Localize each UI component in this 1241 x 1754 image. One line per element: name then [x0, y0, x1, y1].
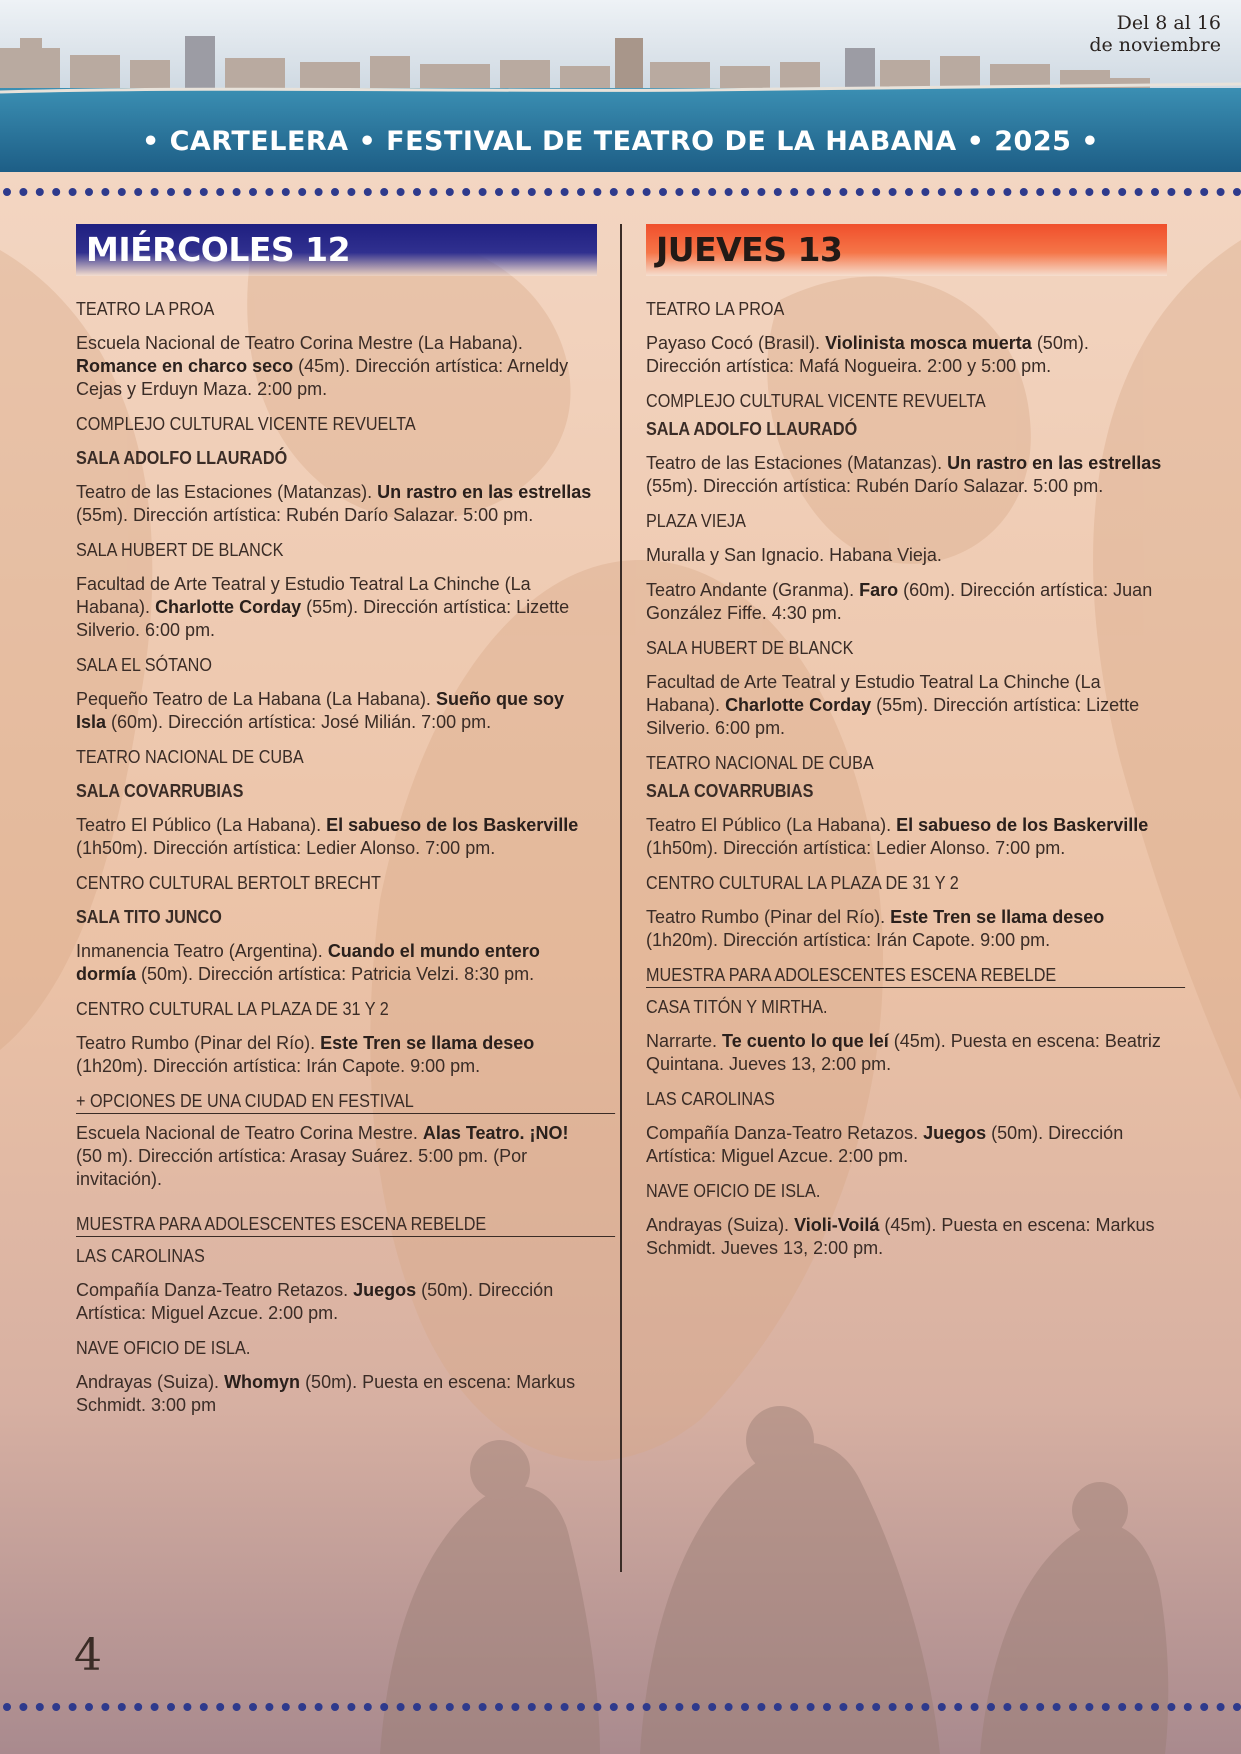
dates-line-1: Del 8 al 16 — [1116, 12, 1221, 34]
event-entry: Compañía Danza-Teatro Retazos. Juegos (50m). Dirección Artística: Miguel Azcue. 2:00 pm. — [76, 1280, 554, 1323]
room-heading: SALA ADOLFO LLAURADÓ — [646, 419, 858, 439]
event-entry: Narrarte. Te cuento lo que leí (45m). Puesta en escena: Beatriz Quintana. Jueves 13, 2:00 pm. — [646, 1031, 1161, 1074]
event-entry: Andrayas (Suiza). Whomyn (50m). Puesta en escena: Markus Schmidt. 3:00 pm — [76, 1372, 576, 1415]
venue-heading: NAVE OFICIO DE ISLA. — [646, 1181, 821, 1201]
event-entry: Escuela Nacional de Teatro Corina Mestre (La Habana). Romance en charco seco (45m). Dirección artística: Arneldy Cejas y Erduyn Maza. 2:00 pm. — [76, 333, 569, 399]
venue-heading: LAS CAROLINAS — [646, 1089, 775, 1109]
festival-dates — [1089, 12, 1221, 56]
event-entry: Teatro Rumbo (Pinar del Río). Este Tren se llama deseo (1h20m). Dirección artística: Irán Capote. 9:00 pm. — [76, 1033, 535, 1076]
event-entry: Compañía Danza-Teatro Retazos. Juegos (50m). Dirección Artística: Miguel Azcue. 2:00 pm. — [646, 1123, 1124, 1166]
column-divider — [620, 224, 622, 1572]
event-entry: Teatro Rumbo (Pinar del Río). Este Tren se llama deseo (1h20m). Dirección artística: Irán Capote. 9:00 pm. — [646, 907, 1105, 950]
event-entry: Payaso Cocó (Brasil). Violinista mosca muerta (50m). Dirección artística: Mafá Nogueira. 2:00 y 5:00 pm. — [646, 333, 1089, 376]
event-entry: Teatro El Público (La Habana). El sabueso de los Baskerville (1h50m). Dirección artística: Ledier Alonso. 7:00 pm. — [76, 815, 579, 858]
venue-heading: COMPLEJO CULTURAL VICENTE REVUELTA — [76, 414, 416, 434]
venue-heading: CENTRO CULTURAL LA PLAZA DE 31 Y 2 — [76, 999, 389, 1019]
venue-heading: NAVE OFICIO DE ISLA. — [76, 1338, 251, 1358]
room-heading: SALA COVARRUBIAS — [646, 781, 814, 801]
venue-heading: TEATRO NACIONAL DE CUBA — [646, 753, 874, 773]
dotted-border-top — [0, 185, 1241, 199]
event-entry: Teatro de las Estaciones (Matanzas). Un rastro en las estrellas (55m). Dirección artística: Rubén Darío Salazar. 5:00 pm. — [76, 482, 592, 525]
section-heading-escena-rebelde: MUESTRA PARA ADOLESCENTES ESCENA REBELDE — [76, 1213, 615, 1237]
event-entry: Facultad de Arte Teatral y Estudio Teatral La Chinche (La Habana). Charlotte Corday (55m). Dirección artística: Lizette Silverio. 6:00 pm. — [646, 672, 1140, 738]
event-entry: Teatro Andante (Granma). Faro (60m). Dirección artística: Juan González Fiffe. 4:30 pm. — [646, 580, 1153, 623]
room-heading: SALA COVARRUBIAS — [76, 781, 244, 801]
column-wednesday — [76, 224, 597, 1429]
dotted-border-bottom — [0, 1700, 1241, 1714]
venue-heading: TEATRO LA PROA — [76, 299, 215, 319]
day-header-thursday: JUEVES 13 — [646, 224, 1167, 276]
venue-heading: CENTRO CULTURAL LA PLAZA DE 31 Y 2 — [646, 873, 959, 893]
day-header-wednesday: MIÉRCOLES 12 — [76, 224, 597, 276]
venue-heading: PLAZA VIEJA — [646, 511, 746, 531]
venue-heading: SALA HUBERT DE BLANCK — [646, 638, 854, 658]
dates-line-2: de noviembre — [1089, 34, 1221, 56]
venue-heading: SALA HUBERT DE BLANCK — [76, 540, 284, 560]
venue-heading: CENTRO CULTURAL BERTOLT BRECHT — [76, 873, 381, 893]
page-title: • CARTELERA • FESTIVAL DE TEATRO DE LA HABANA • 2025 • — [141, 126, 1100, 157]
venue-heading: CASA TITÓN Y MIRTHA. — [646, 997, 828, 1017]
venue-heading: TEATRO LA PROA — [646, 299, 785, 319]
venue-heading: SALA EL SÓTANO — [76, 655, 212, 675]
section-heading-options: + OPCIONES DE UNA CIUDAD EN FESTIVAL — [76, 1090, 615, 1114]
venue-heading: COMPLEJO CULTURAL VICENTE REVUELTA — [646, 391, 986, 411]
event-entry: Inmanencia Teatro (Argentina). Cuando el mundo entero dormía (50m). Dirección artística: Patricia Velzi. 8:30 pm. — [76, 941, 540, 984]
section-heading-escena-rebelde: MUESTRA PARA ADOLESCENTES ESCENA REBELDE — [646, 964, 1185, 988]
room-heading: SALA TITO JUNCO — [76, 907, 222, 927]
event-entry: Pequeño Teatro de La Habana (La Habana). Sueño que soy Isla (60m). Dirección artística: José Milián. 7:00 pm. — [76, 689, 564, 732]
page-number: 4 — [74, 1630, 102, 1681]
event-entry: Teatro El Público (La Habana). El sabueso de los Baskerville (1h50m). Dirección artística: Ledier Alonso. 7:00 pm. — [646, 815, 1149, 858]
venue-heading: TEATRO NACIONAL DE CUBA — [76, 747, 304, 767]
event-entry: Facultad de Arte Teatral y Estudio Teatral La Chinche (La Habana). Charlotte Corday (55m). Dirección artística: Lizette Silverio. 6:00 pm. — [76, 574, 570, 640]
venue-heading: LAS CAROLINAS — [76, 1246, 205, 1266]
event-entry: Muralla y San Ignacio. Habana Vieja. — [646, 545, 942, 565]
event-entry: Escuela Nacional de Teatro Corina Mestre. Alas Teatro. ¡NO! (50 m). Dirección artística: Arasay Suárez. 5:00 pm. (Por invitación). — [76, 1123, 569, 1189]
column-thursday — [646, 224, 1167, 1272]
room-heading: SALA ADOLFO LLAURADÓ — [76, 448, 288, 468]
event-entry: Andrayas (Suiza). Violi-Voilá (45m). Puesta en escena: Markus Schmidt. Jueves 13, 2:00 pm. — [646, 1215, 1155, 1258]
event-entry: Teatro de las Estaciones (Matanzas). Un rastro en las estrellas (55m). Dirección artística: Rubén Darío Salazar. 5:00 pm. — [646, 453, 1162, 496]
